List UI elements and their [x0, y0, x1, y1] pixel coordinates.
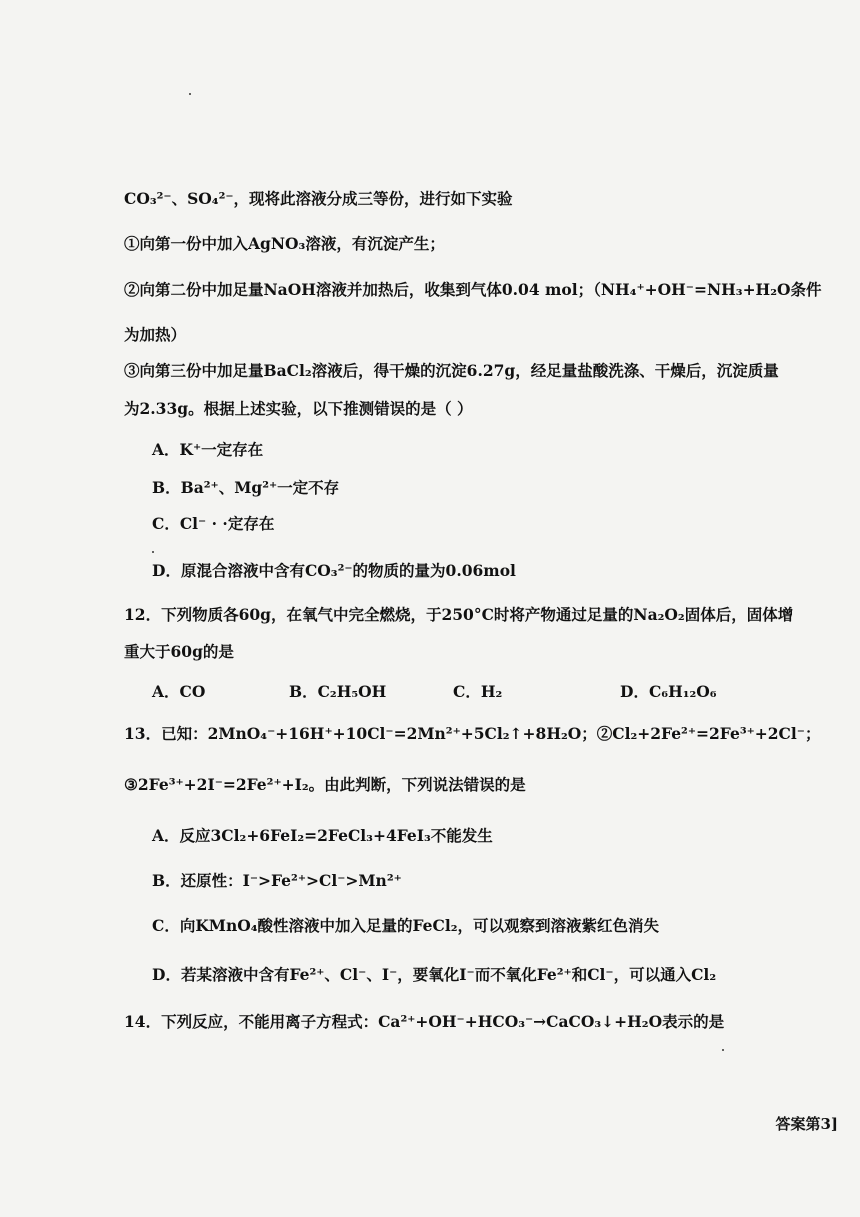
q11-intro: CO₃²⁻、SO₄²⁻，现将此溶液分成三等份，进行如下实验	[124, 189, 513, 208]
q12-option-d: D．C₆H₁₂O₆	[620, 682, 717, 701]
q14-stem: 14．下列反应，不能用离子方程式：Ca²⁺+OH⁻+HCO₃⁻→CaCO₃↓+H₂O表示的是	[124, 1012, 725, 1031]
scan-speck	[152, 551, 154, 553]
q11-option-d: D．原混合溶液中含有CO₃²⁻的物质的量为0.06mol	[152, 561, 516, 580]
q12-option-b: B．C₂H₅OH	[289, 682, 387, 701]
q11-step1: ①向第一份中加入AgNO₃溶液，有沉淀产生；	[124, 234, 445, 253]
q11-option-c: C．Cl⁻ · ·定存在	[152, 514, 275, 533]
q12-stem-line2: 重大于60g的是	[124, 642, 234, 661]
q13-option-d: D．若某溶液中含有Fe²⁺、Cl⁻、I⁻，要氧化I⁻而不氧化Fe²⁺和Cl⁻，可以通入Cl₂	[152, 965, 717, 984]
q12-stem-line1: 12．下列物质各60g，在氧气中完全燃烧，于250°C时将产物通过足量的Na₂O₂固体后，固体增	[124, 605, 794, 624]
q11-step2-line1: ②向第二份中加足量NaOH溶液并加热后，收集到气体0.04 mol；（NH₄⁺+OH⁻=NH₃+H₂O条件	[124, 280, 822, 299]
q12-option-a: A．CO	[152, 682, 206, 701]
q13-stem-line2: ③2Fe³⁺+2I⁻=2Fe²⁺+I₂。由此判断，下列说法错误的是	[124, 775, 526, 794]
scan-speck	[189, 93, 191, 95]
q13-stem-line1: 13．已知：2MnO₄⁻+16H⁺+10Cl⁻=2Mn²⁺+5Cl₂↑+8H₂O；②Cl₂+2Fe²⁺=2Fe³⁺+2Cl⁻；	[124, 724, 821, 743]
q11-step2-line2: 为加热）	[124, 325, 187, 344]
q13-option-c: C．向KMnO₄酸性溶液中加入足量的FeCl₂，可以观察到溶液紫红色消失	[152, 916, 660, 935]
q12-option-c: C．H₂	[453, 682, 503, 701]
scan-speck	[722, 1049, 724, 1051]
q11-option-b: B．Ba²⁺、Mg²⁺一定不存	[152, 478, 340, 497]
q13-option-b: B．还原性：I⁻>Fe²⁺>Cl⁻>Mn²⁺	[152, 871, 402, 890]
q11-option-a: A．K⁺一定存在	[152, 440, 264, 459]
q11-step3-line2: 为2.33g。根据上述实验，以下推测错误的是（ ）	[124, 399, 473, 418]
q13-option-a: A．反应3Cl₂+6FeI₂=2FeCl₃+4FeI₃不能发生	[152, 826, 493, 845]
q11-step3-line1: ③向第三份中加足量BaCl₂溶液后，得干燥的沉淀6.27g，经足量盐酸洗涤、干燥后，沉淀质量	[124, 361, 779, 380]
page-footer-label: 答案第3]	[775, 1115, 838, 1133]
